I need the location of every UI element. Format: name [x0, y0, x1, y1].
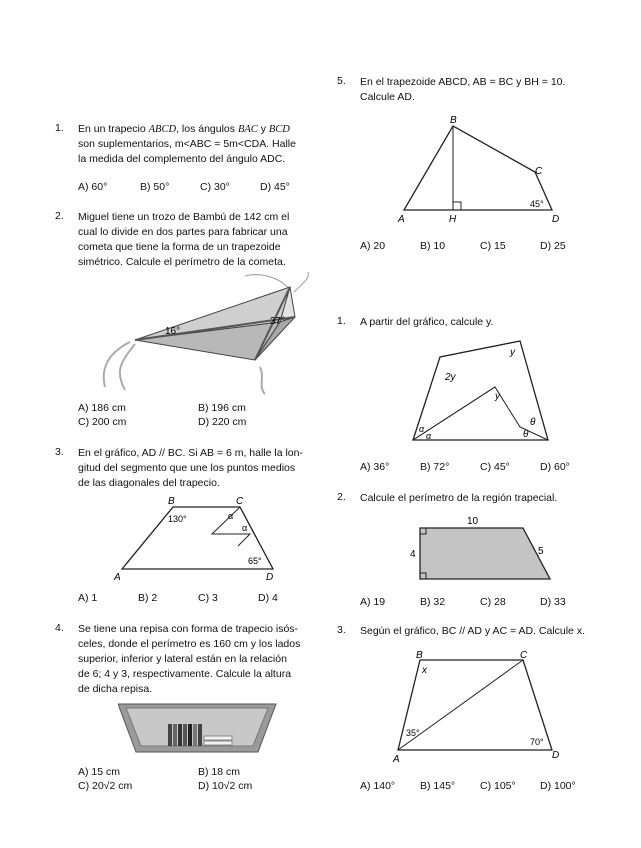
angle-35: 35°	[406, 728, 420, 738]
option[interactable]: C) 45°	[480, 461, 510, 473]
problem-3-options	[78, 592, 278, 604]
option[interactable]: B) 72°	[420, 461, 450, 473]
trapezoid-figure-r3	[390, 650, 565, 765]
label-D: D	[552, 214, 560, 225]
option[interactable]: D) 25	[540, 240, 566, 252]
option[interactable]: D) 220 cm	[198, 416, 247, 428]
trapezoid-figure-3	[110, 494, 290, 584]
shelf-figure	[118, 702, 278, 754]
option[interactable]: D) 33	[540, 596, 566, 608]
problem-3-number: 3.	[55, 446, 64, 458]
problem-r3-text: Según el gráfico, BC // AD y AC = AD. Calcule x.	[360, 625, 585, 637]
label-H: H	[449, 214, 457, 225]
label-A: A	[114, 572, 121, 583]
option[interactable]: B) 32	[420, 596, 446, 608]
option[interactable]: C) 28	[480, 596, 506, 608]
problem-3-text: En el gráfico, AD // BC. Si AB = 6 m, halle la lon- gitud del segmento que une los puntos medios de las diagonales del trapecio.	[78, 447, 303, 489]
option[interactable]: A) 60°	[78, 181, 108, 193]
problem-4-number: 4.	[55, 622, 64, 634]
option[interactable]: B) 2	[138, 592, 158, 604]
label-A: A	[398, 214, 405, 225]
problem-2-options-row1	[78, 402, 246, 414]
option[interactable]: C) 15	[480, 240, 506, 252]
alpha-1: α	[228, 511, 234, 521]
problem-2-text: Miguel tiene un trozo de Bambú de 142 cm el cual lo divide en dos partes para fabricar una cometa que tiene la forma de un trapezoide simétrico. Calcule el perímetro de la cometa.	[78, 211, 290, 268]
label-B: B	[416, 650, 423, 661]
trapezoid-figure-5	[390, 112, 570, 227]
kite-angle-left: 16°	[165, 326, 181, 337]
label-alpha-1: α	[419, 424, 425, 434]
label-y: y	[510, 347, 515, 358]
problem-5-text: En el trapezoide ABCD, AB = BC y BH = 10. Calcule AD.	[360, 76, 566, 103]
option[interactable]: C) 105°	[480, 780, 516, 792]
option[interactable]: A) 140°	[360, 780, 396, 792]
label-theta-1: θ	[530, 417, 536, 428]
label-y-inner: y	[495, 391, 500, 402]
label-right-5: 5	[538, 546, 544, 557]
label-B: B	[168, 496, 175, 507]
label-D: D	[552, 750, 560, 761]
option[interactable]: A) 36°	[360, 461, 390, 473]
angle-70: 70°	[530, 737, 544, 747]
label-top-10: 10	[467, 516, 479, 527]
label-left-4: 4	[410, 549, 416, 560]
option[interactable]: D) 60°	[540, 461, 570, 473]
problem-1-number: 1.	[55, 122, 64, 134]
option[interactable]: C) 3	[198, 592, 218, 604]
problem-r2-text: Calcule el perímetro de la región trapecial.	[360, 492, 558, 504]
kite-figure	[90, 272, 310, 397]
option[interactable]: C) 200 cm	[78, 416, 127, 428]
label-C: C	[236, 496, 244, 507]
problem-4-options-row1	[78, 766, 240, 778]
problem-r3-number: 3.	[337, 624, 346, 636]
option[interactable]: B) 50°	[140, 181, 170, 193]
angle-45: 45°	[530, 199, 544, 209]
problem-4-options-row2	[78, 780, 252, 792]
quadrilateral-figure-r1	[405, 335, 555, 445]
angle-130: 130°	[168, 514, 187, 524]
option[interactable]: B) 10	[420, 240, 446, 252]
option[interactable]: D) 100°	[540, 780, 576, 792]
kite-angle-right: 37°	[270, 316, 286, 327]
option[interactable]: A) 19	[360, 596, 386, 608]
problem-r1-options	[360, 461, 570, 473]
angle-65: 65°	[248, 556, 262, 566]
option[interactable]: C) 20√2 cm	[78, 780, 133, 792]
problem-r3-options	[360, 780, 576, 792]
option[interactable]: D) 10√2 cm	[198, 780, 253, 792]
option[interactable]: A) 1	[78, 592, 98, 604]
option[interactable]: D) 4	[258, 592, 278, 604]
option[interactable]: B) 145°	[420, 780, 456, 792]
option[interactable]: A) 20	[360, 240, 386, 252]
label-B: B	[450, 115, 457, 126]
label-x: x	[422, 665, 427, 676]
option[interactable]: A) 186 cm	[78, 402, 126, 414]
alpha-2: α	[242, 523, 248, 533]
problem-r1-number: 1.	[337, 315, 346, 327]
problem-2-number: 2.	[55, 210, 64, 222]
problem-1-text: En un trapecio ABCD, los ángulos BAC y BCD son suplementarios, m<ABC = 5m<CDA. Halle la medida del complemento del ángulo ADC.	[78, 123, 296, 165]
problem-2-options-row2	[78, 416, 246, 428]
label-A: A	[393, 754, 400, 765]
label-alpha-2: α	[426, 431, 432, 441]
option[interactable]: B) 196 cm	[198, 402, 246, 414]
label-D: D	[266, 572, 274, 583]
option[interactable]: B) 18 cm	[198, 766, 241, 778]
option[interactable]: D) 45°	[260, 181, 290, 193]
trapezoid-figure-r2	[405, 512, 555, 582]
problem-5-options	[360, 240, 566, 252]
problem-r2-options	[360, 596, 566, 608]
problem-5-number: 5.	[337, 75, 346, 87]
label-C: C	[535, 166, 543, 177]
problem-1-options	[78, 181, 290, 193]
problem-r1-text: A partir del gráfico, calcule y.	[360, 316, 494, 328]
option[interactable]: A) 15 cm	[78, 766, 121, 778]
problem-r2-number: 2.	[337, 491, 346, 503]
problem-4-text: Se tiene una repisa con forma de trapecio isós- celes, donde el perímetro es 160 cm y los lados superior, inferior y lateral están en la relación de 6; 4 y 3, respectivamente. Calcule la altura de dicha repisa.	[78, 623, 301, 695]
label-C: C	[520, 650, 528, 661]
label-theta-2: θ	[523, 429, 529, 440]
option[interactable]: C) 30°	[200, 181, 230, 193]
label-2y: 2y	[445, 372, 456, 383]
